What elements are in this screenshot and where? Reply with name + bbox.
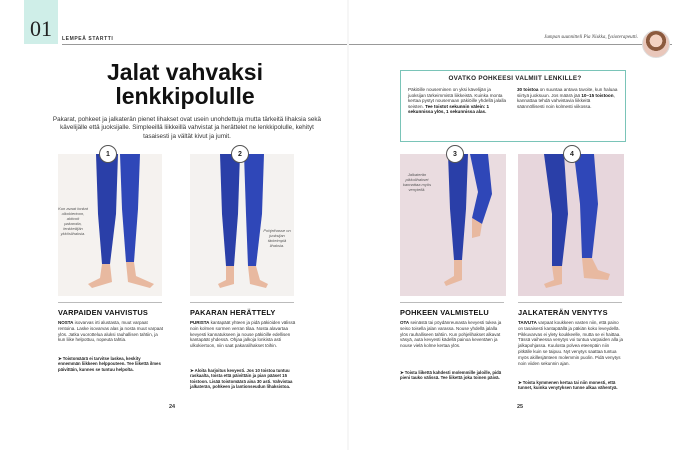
page-number-badge bbox=[24, 0, 58, 44]
page-number-right: 25 bbox=[517, 404, 524, 410]
title-line-1: Jalat vahvaksi bbox=[106, 59, 263, 85]
article-lead: Pakarat, pohkeet ja jalkaterän pienet lihakset ovat usein unohdettuja mutta tärkeitä lihaksia sekä kävelijälle että juoksijalle. Simpleeillä liikkeillä vahvistat ja herättelet ne lenkkipolulle, kehityt tasaisesti ja vältät kivut ja jumit. bbox=[52, 116, 322, 140]
info-col1-text: Päkiöille nouseminen on yksi kävelijän ja juoksijan tärkeimmistä liikkeistä. Kuinka monta kertaa pystyt nousemaan päkiöille yhdellä jalalla seisten. bbox=[408, 87, 507, 109]
exercise-title-2: PAKARAN HERÄTTELY bbox=[190, 308, 276, 317]
exercise-divider-2 bbox=[190, 302, 294, 303]
page-number: 01 bbox=[30, 16, 52, 41]
exercise-tip-text-2: Aloita harjoitus kevyesti. Jos 10 toistoa tuntuu raskaalta, toista että päivittäin ja pian pääset 15 toistoon. Lisää toistomäärä aina 30 asti. Vahvistaa jalkaterän, pohkeen ja lantionseudun lihaksistoa. bbox=[190, 368, 293, 390]
exercise-tip-4 bbox=[518, 380, 624, 391]
exercise-tip-2 bbox=[190, 368, 296, 390]
exercise-number-1: 1 bbox=[99, 145, 117, 163]
exercise-title-1: VARPAIDEN VAHVISTUS bbox=[58, 308, 149, 317]
exercise-photo-2 bbox=[190, 154, 294, 296]
tip-arrow-icon: ➤ bbox=[518, 380, 523, 385]
article-title bbox=[70, 60, 300, 108]
exercise-lead-word-1: NOSTA bbox=[58, 320, 74, 325]
info-box-heading: OVATKO POHKEESI VALMIIT LENKILLE? bbox=[448, 75, 582, 82]
page-gutter bbox=[347, 0, 349, 450]
exercise-body-1 bbox=[58, 320, 164, 343]
page-number-left: 24 bbox=[169, 404, 176, 410]
author-avatar bbox=[642, 30, 670, 58]
exercise-tip-3 bbox=[400, 370, 506, 381]
info-col1-bold: Tee toistot sekunnin välein: 1 sekunnissa ylös, 1 sekunnissa alas. bbox=[408, 103, 490, 115]
info-col2-bold: 30 toistoa bbox=[517, 87, 539, 92]
exercise-tip-1 bbox=[58, 356, 164, 372]
section-label: LEMPEÄ STARTTI bbox=[62, 36, 114, 42]
exercise-tip-text-4: Toista kymmenen kertaa tai niin monesti, että tunnet, kuinka venytyksen tunne alkaa vähentyä. bbox=[518, 380, 618, 391]
exercise-caption-1: Kun avaat lonkat ulkokiertoon, aktivoit pakaroita, lenkkeilijän ykköslihaksia. bbox=[58, 206, 88, 236]
header-divider bbox=[62, 44, 672, 45]
info-col2-text: on suuntaa antava tavoite, kun haluaa siirtyä juoksuun. Jos määrä jää bbox=[517, 87, 618, 98]
exercise-caption-2: Pohjelhasse on juoksijan tärkeimpiä lihaksia. bbox=[263, 228, 291, 248]
exercise-lead-word-3: OTA bbox=[400, 320, 410, 325]
exercise-body-3 bbox=[400, 320, 506, 349]
info-col2-text2: , kannattaa tehdä vahvistavia liikkeitä säännöllisesti noin kolmesti viikossa. bbox=[517, 92, 615, 109]
info-box-column-1 bbox=[408, 87, 510, 115]
exercise-text-3: seinästä tai pöydänreunasta kevyesti tukea ja seiso toisella jalan varassa. Nouse yhdellä jalalla ylös rauhalliseen tahtiin. Kun pohjelihakset alkavat väsyä, auta kevyesti kädellä painoa keventäen ja nouse vielä kolme kertaa ylös. bbox=[400, 320, 502, 349]
tip-arrow-icon: ➤ bbox=[400, 370, 405, 375]
exercise-photo-4 bbox=[518, 154, 624, 296]
exercise-text-1: isovarvas irti alustasta, muut varpaat rentoina. Laske isovarvas alas ja nosta muut varpaat ylös. Jatka vuorottelua aluksi rauhallisen tahtiin, ja kun liike helpottuu, nopeuta tahtia. bbox=[58, 320, 164, 343]
exercise-title-3: POHKEEN VALMISTELU bbox=[400, 308, 489, 317]
exercise-divider-1 bbox=[58, 302, 162, 303]
exercise-lead-word-4: TAIVUTA bbox=[518, 320, 537, 325]
exercise-text-4: varpaat koukkeen vasten niin, että paino on tasaisesti kantapäällä ja päkiän koko leveydellä. Pikkuvarvas ei ylety koukkeelle, mutta se ei haittaa. Tässä vaiheessa venytys voi tuntua varpaiden alla ja jalkapohjassa. Kuulosta polvea eteenpäin niin pitkälle kuin se taipuu. Nyt venytys saattaa tuntua myös akillesjänteen molemmin puolin. Pidä venytys noin viiden sekunnin ajan. bbox=[518, 320, 624, 366]
exercise-number-3: 3 bbox=[446, 145, 464, 163]
exercise-text-2: kantapäät yhteen ja pidä päkiöiden välissä noin kolmen sormen verran tilaa. Nosta alavartaa kevyesti kannatukseen ja nouse päkiöille edellisen kantapäät yhdessä. Ohjaa jalkoja lonkista asti ulkokiertoon, niin saat pakaralihakset töihin. bbox=[190, 320, 296, 349]
exercise-divider-4 bbox=[518, 302, 622, 303]
exercise-tip-text-3: Toista liikettä kahdesti molemmille jaloille, pidä pieni tauko välissä. Tee liikettä joka toinen päivä. bbox=[400, 370, 502, 381]
byline: Jumpan suunnitteli Pia Niskka, fysioterapeutti. bbox=[544, 35, 638, 40]
exercise-tip-text-1: Toistomäärä ei tarvitse laskea, keskity ennemmän liikkeen helppouteen. Tee liikettä ilmes päivittäin, kunnes se tuntuu helpolta. bbox=[58, 356, 161, 372]
info-col2-bold2: 10–15 toistoon bbox=[581, 92, 614, 98]
exercise-number-2: 2 bbox=[231, 145, 249, 163]
tip-arrow-icon: ➤ bbox=[190, 368, 195, 373]
exercise-number-4: 4 bbox=[563, 145, 581, 163]
exercise-title-4: JALKATERÄN VENYTYS bbox=[518, 308, 608, 317]
exercise-caption-3: Jalkaterän pikkulihakset kannattaa myös venytellä. bbox=[402, 172, 432, 192]
exercise-lead-word-2: PURISTA bbox=[190, 320, 210, 325]
exercise-divider-3 bbox=[400, 302, 504, 303]
exercise-body-2 bbox=[190, 320, 296, 349]
title-line-2: lenkkipolulle bbox=[115, 83, 255, 109]
tip-arrow-icon: ➤ bbox=[58, 356, 63, 361]
info-box-column-2 bbox=[517, 87, 619, 109]
exercise-body-4 bbox=[518, 320, 624, 366]
